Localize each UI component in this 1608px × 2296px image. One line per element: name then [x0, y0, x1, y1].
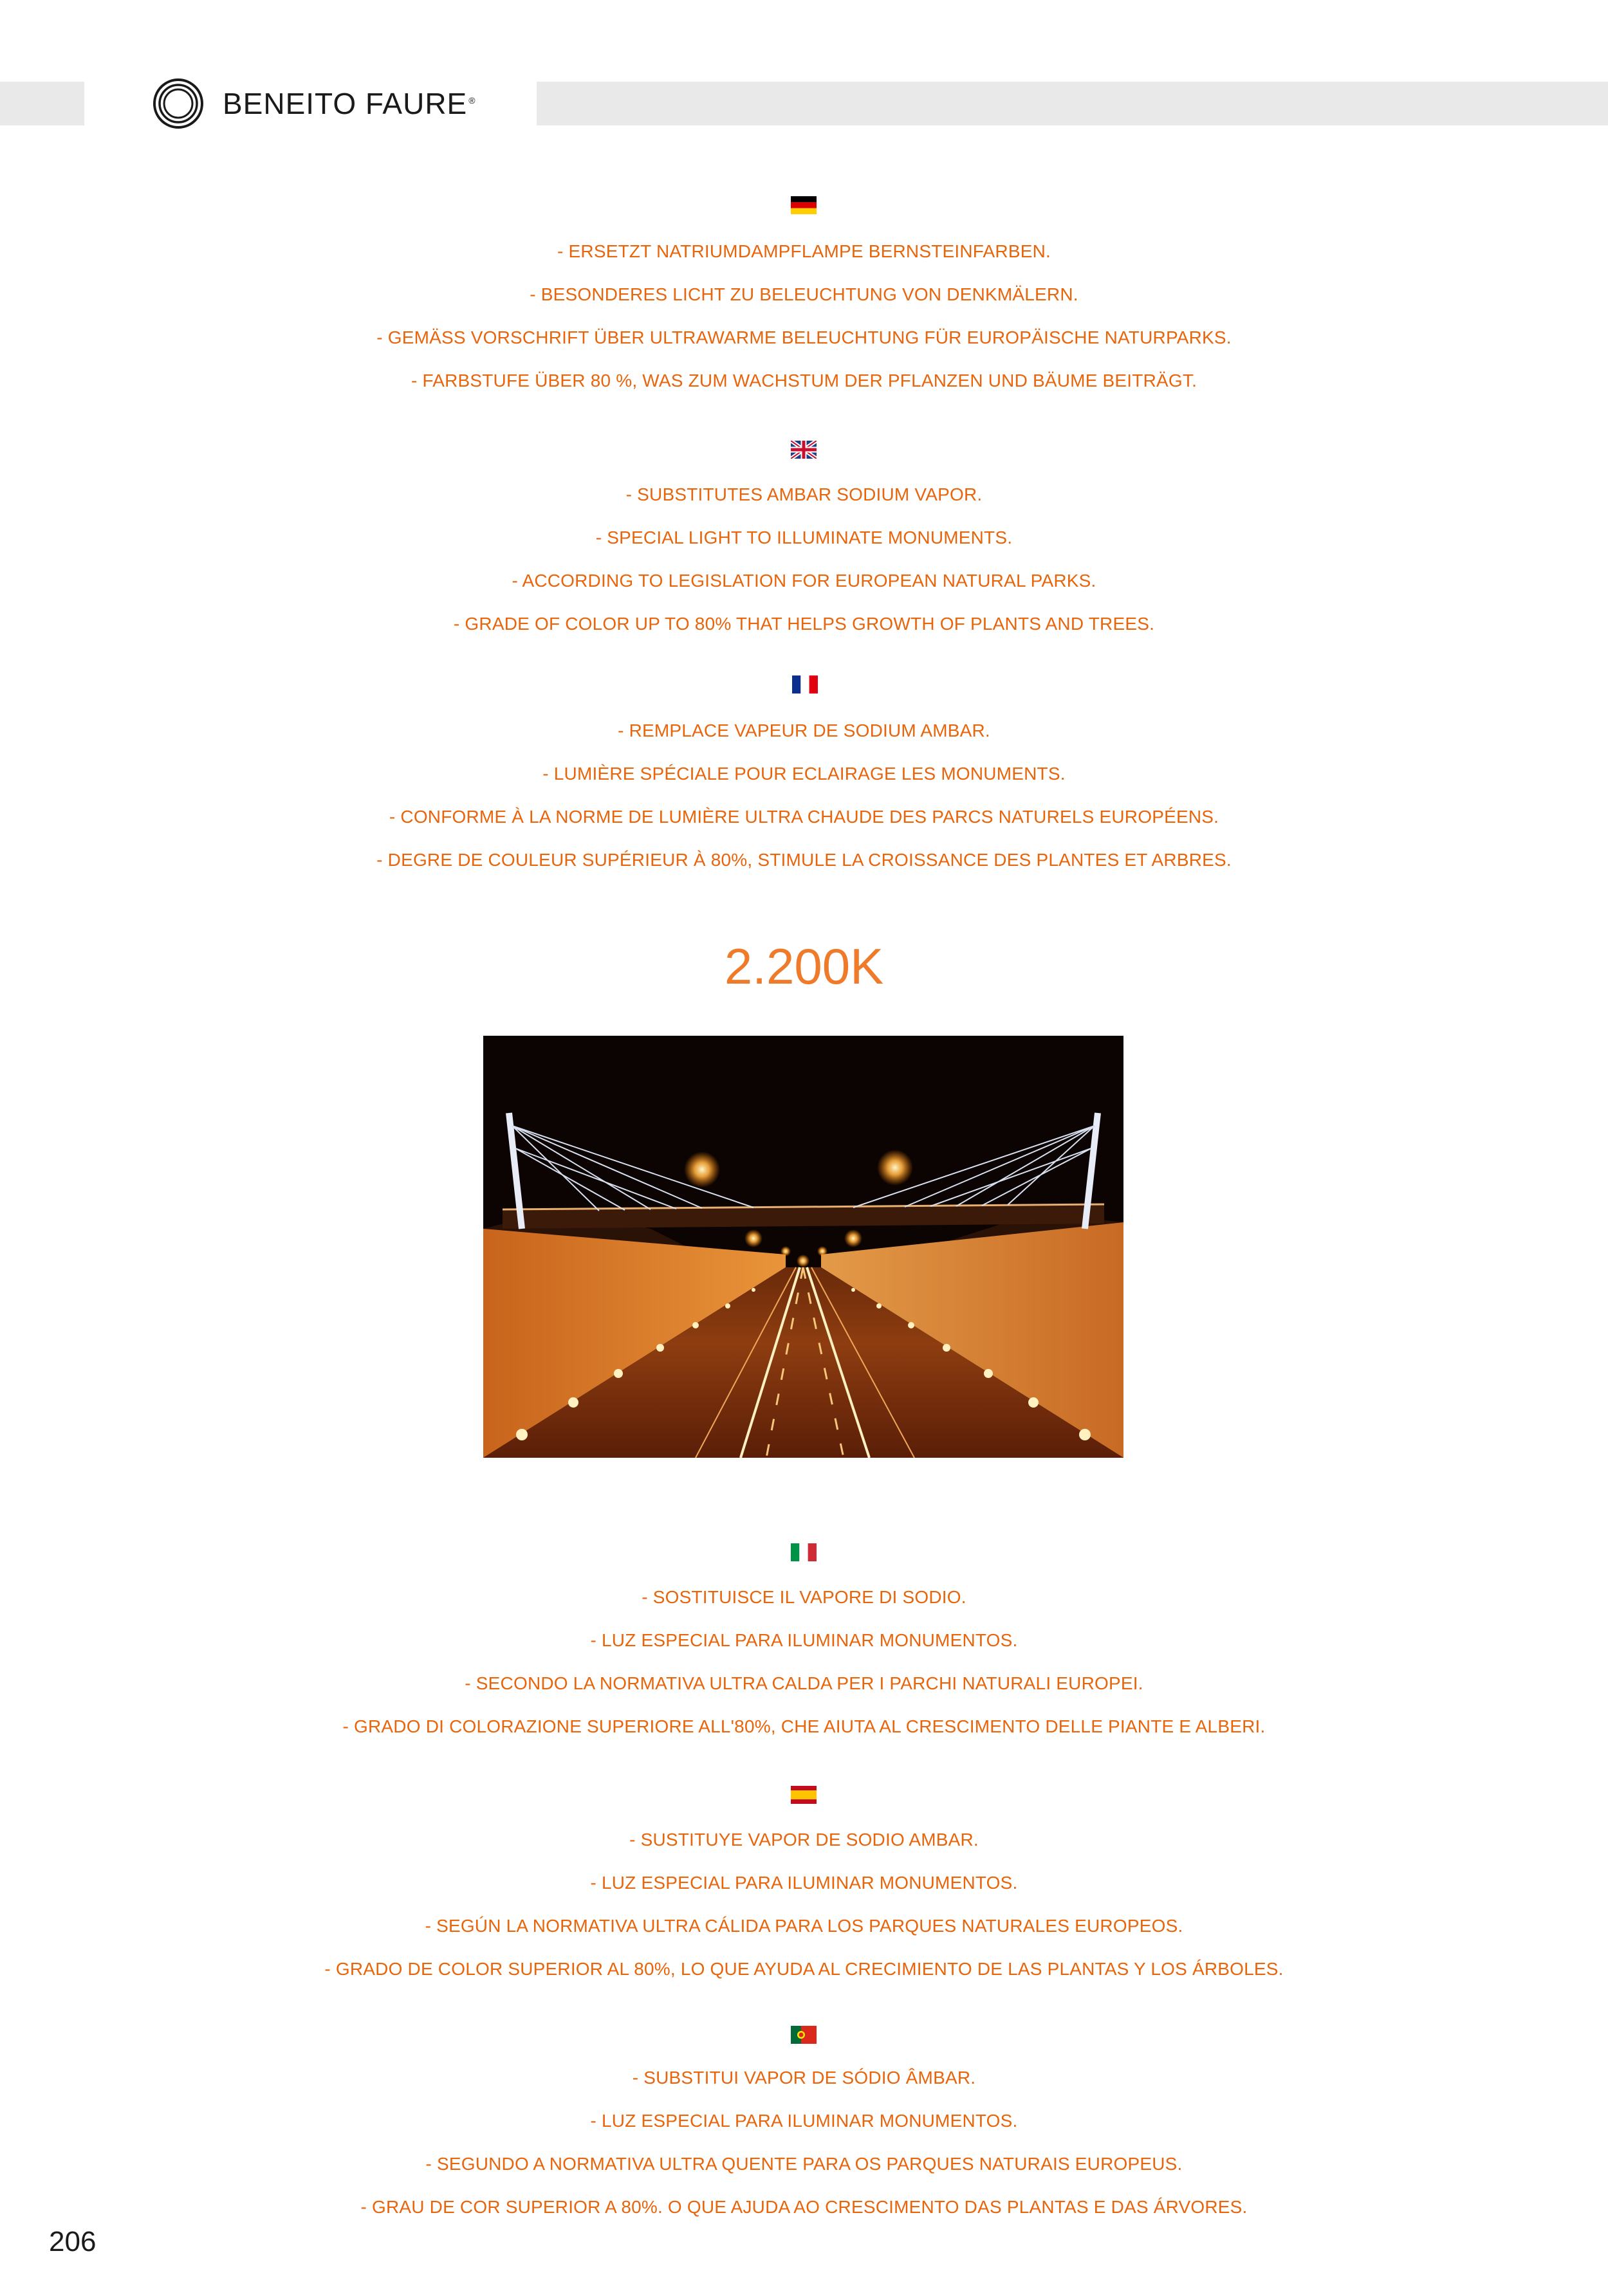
fr-line-4: - DEGRE DE COULEUR SUPÉRIEUR À 80%, STIMULE LA CROISSANCE DES PLANTES ET ARBRES.: [376, 850, 1232, 870]
en-line-1: - SUBSTITUTES AMBAR SODIUM VAPOR.: [625, 484, 983, 504]
header-band-right: [537, 82, 1608, 125]
en-line-3: - ACCORDING TO LEGISLATION FOR EUROPEAN NATURAL PARKS.: [512, 571, 1096, 591]
it-line-2: - LUZ ESPECIAL PARA ILUMINAR MONUMENTOS.: [590, 1630, 1018, 1650]
pt-line-2: - LUZ ESPECIAL PARA ILUMINAR MONUMENTOS.: [590, 2111, 1018, 2131]
pt-line-3: - SEGUNDO A NORMATIVA ULTRA QUENTE PARA OS PARQUES NATURAIS EUROPEUS.: [425, 2154, 1183, 2174]
highway-bridge-photo: [483, 1036, 1123, 1458]
uk-flag-icon: [791, 441, 817, 459]
registered-mark: ®: [468, 95, 476, 106]
page-number: 206: [49, 2226, 97, 2257]
logo-rings-icon: [152, 77, 205, 130]
fr-line-2: - LUMIÈRE SPÉCIALE POUR ECLAIRAGE LES MONUMENTS.: [542, 764, 1066, 784]
de-line-4: - FARBSTUFE ÜBER 80 %, WAS ZUM WACHSTUM DER PFLANZEN UND BÄUME BEITRÄGT.: [411, 371, 1197, 390]
france-flag-icon: [792, 675, 818, 693]
italy-flag-icon: [791, 1543, 817, 1561]
es-line-3: - SEGÚN LA NORMATIVA ULTRA CÁLIDA PARA LOS PARQUES NATURALES EUROPEOS.: [425, 1916, 1183, 1936]
es-line-4: - GRADO DE COLOR SUPERIOR AL 80%, LO QUE AYUDA AL CRECIMIENTO DE LAS PLANTAS Y LOS ÁRBOLES.: [324, 1959, 1284, 1979]
de-line-3: - GEMÄSS VORSCHRIFT ÜBER ULTRAWARME BELEUCHTUNG FÜR EUROPÄISCHE NATURPARKS.: [376, 327, 1232, 347]
fr-line-1: - REMPLACE VAPEUR DE SODIUM AMBAR.: [618, 721, 990, 740]
es-line-1: - SUSTITUYE VAPOR DE SODIO AMBAR.: [629, 1830, 979, 1850]
en-line-4: - GRADE OF COLOR UP TO 80% THAT HELPS GROWTH OF PLANTS AND TREES.: [453, 614, 1155, 634]
brand-logo: [152, 73, 476, 134]
en-line-2: - SPECIAL LIGHT TO ILLUMINATE MONUMENTS.: [595, 528, 1013, 547]
it-line-1: - SOSTITUISCE IL VAPORE DI SODIO.: [642, 1587, 966, 1607]
de-line-2: - BESONDERES LICHT ZU BELEUCHTUNG VON DENKMÄLERN.: [530, 284, 1078, 304]
it-line-4: - GRADO DI COLORAZIONE SUPERIORE ALL'80%, CHE AIUTA AL CRESCIMENTO DELLE PIANTE E ALBERI.: [342, 1716, 1266, 1736]
it-line-3: - SECONDO LA NORMATIVA ULTRA CALDA PER I PARCHI NATURALI EUROPEI.: [465, 1673, 1143, 1693]
spain-flag-icon: [791, 1786, 817, 1804]
pt-line-4: - GRAU DE COR SUPERIOR A 80%. O QUE AJUDA AO CRESCIMENTO DAS PLANTAS E DAS ÁRVORES.: [360, 2197, 1248, 2217]
color-temperature-heading: 2.200K: [724, 938, 884, 995]
header-band-left: [0, 82, 84, 125]
brand-name: BENEITO FAURE ®: [223, 87, 476, 120]
fr-line-3: - CONFORME À LA NORME DE LUMIÈRE ULTRA CHAUDE DES PARCS NATURELS EUROPÉENS.: [389, 807, 1219, 827]
es-line-2: - LUZ ESPECIAL PARA ILUMINAR MONUMENTOS.: [590, 1873, 1018, 1893]
pt-line-1: - SUBSTITUI VAPOR DE SÓDIO ÂMBAR.: [632, 2068, 976, 2088]
germany-flag-icon: [791, 196, 817, 214]
de-line-1: - ERSETZT NATRIUMDAMPFLAMPE BERNSTEINFARBEN.: [557, 241, 1051, 261]
portugal-flag-icon: [791, 2026, 817, 2044]
